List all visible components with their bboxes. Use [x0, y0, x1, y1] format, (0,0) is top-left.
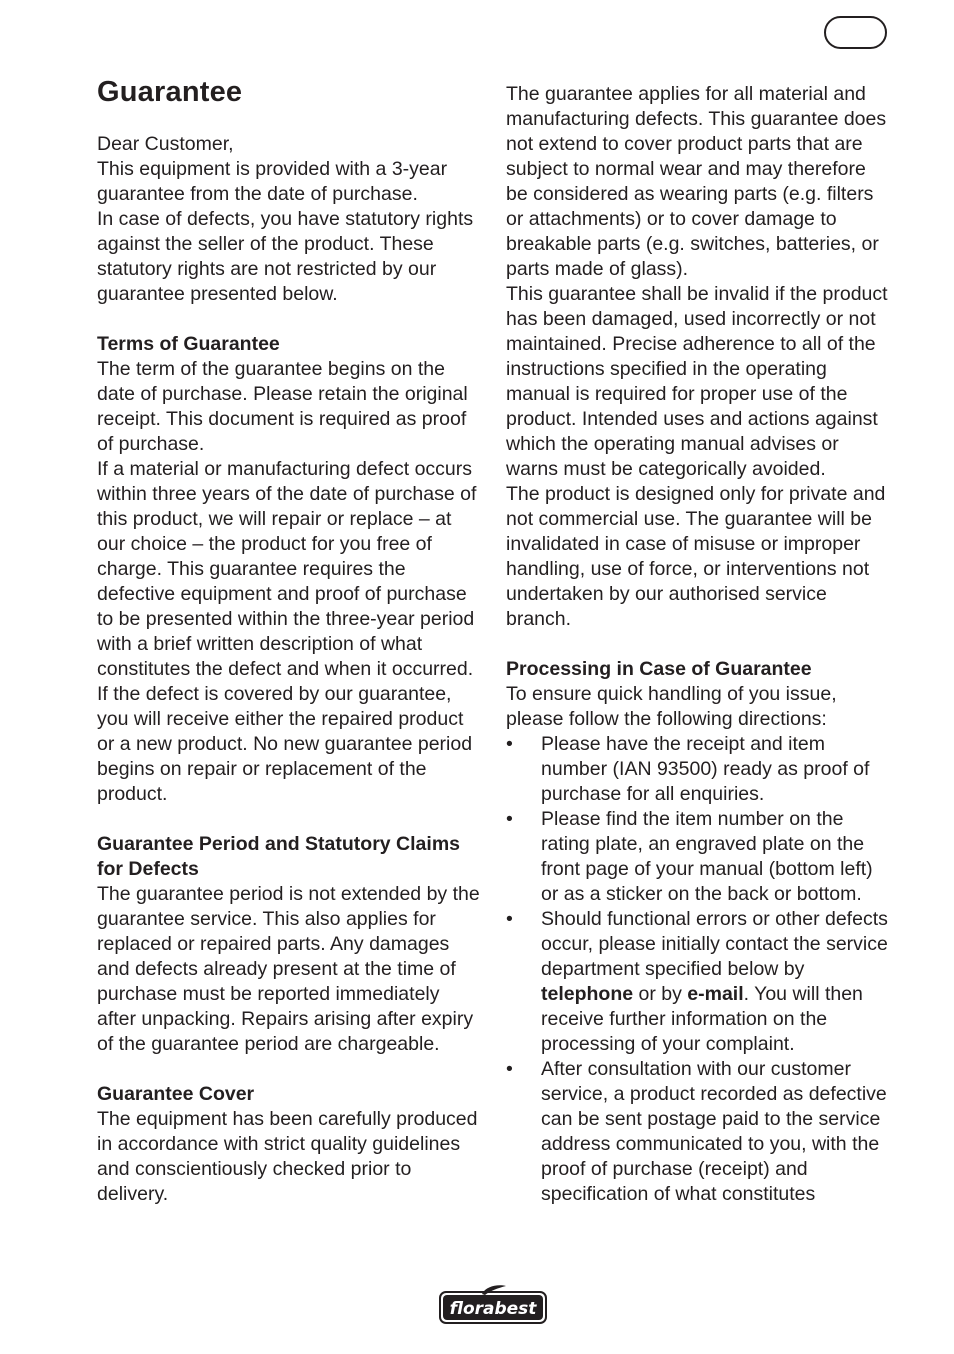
intro-paragraph: In case of defects, you have statutory rights against the seller of the product. These statutory rights are not restricted by our guarantee presented below.: [97, 208, 474, 305]
contact-text: or by: [633, 983, 688, 1005]
terms-paragraph: The term of the guarantee begins on the date of purchase. Please retain the original receipt. This document is required as proof of purchase.: [97, 358, 468, 455]
cover-paragraph: The guarantee applies for all material and manufacturing defects. This guarantee does not extend to cover product parts that are subject to normal wear and may therefore be considered as wearing parts (e.g. filters or attachments) or to cover damage to breakable parts (e.g. switches, batteries, or parts made of glass).: [506, 83, 887, 280]
contact-text: Should functional errors or other defects occur, please initially contact the service department specified below by: [541, 908, 888, 980]
left-column: [97, 132, 483, 1207]
cover-paragraph: The equipment has been carefully produced in accordance with strict quality guidelines and conscientiously checked prior to delivery.: [97, 1108, 478, 1205]
list-item: [506, 732, 890, 807]
list-item: [506, 907, 890, 1057]
list-item: [506, 1057, 890, 1207]
logo-wordmark: florabest: [449, 1299, 537, 1319]
validity-paragraph: This guarantee shall be invalid if the product has been damaged, used incorrectly or not maintained. Precise adherence to all of the instructions specified in the operating manual is required for proper use of the product. Intended uses and actions against which the operating manual advises or warns must be categorically avoided.: [506, 283, 888, 480]
period-paragraph: The guarantee period is not extended by the guarantee service. This also applies for replaced or repaired parts. Any damages and defects already present at the time of purchase must be reported immediately after unpacking. Repairs arising after expiry of the guarantee period are chargeable.: [97, 883, 480, 1055]
bullet-icon: •: [506, 1058, 513, 1080]
bullet-icon: •: [506, 733, 513, 755]
section-heading-processing: Processing in Case of Guarantee: [506, 658, 812, 680]
list-item-text: After consultation with our customer service, a product recorded as defective can be sent postage paid to the service address communicated to you, with the proof of purchase (receipt) and specification of what constitutes: [541, 1058, 887, 1205]
list-item-text: Please find the item number on the rating plate, an engraved plate on the front page of your manual (bottom left) or as a sticker on the back or bottom.: [541, 808, 873, 905]
intro-greeting: Dear Customer,: [97, 133, 234, 155]
florabest-logo: [438, 1284, 548, 1326]
section-heading-terms: Terms of Guarantee: [97, 333, 280, 355]
bullet-icon: •: [506, 908, 513, 930]
list-item: [506, 807, 890, 907]
usage-paragraph: The product is designed only for private and not commercial use. The guarantee will be invalidated in case of misuse or improper handling, use of force, or interventions not undertaken by our authorised service branch.: [506, 483, 886, 630]
processing-intro: To ensure quick handling of you issue, please follow the following directions:: [506, 683, 837, 730]
list-item-text: Please have the receipt and item number (IAN 93500) ready as proof of purchase for all enquiries.: [541, 733, 870, 805]
processing-list: [506, 732, 890, 1207]
contact-text: . You will then receive further information on the processing of your complaint.: [541, 983, 863, 1055]
email-label: e-mail: [687, 983, 744, 1005]
terms-paragraph: If a material or manufacturing defect occurs within three years of the date of purchase of this product, we will repair or replace – at our choice – the product for you free of charge. This guarantee requires the defective equipment and proof of purchase to be presented within the three-year period with a brief written description of what constitutes the defect and when it occurred.: [97, 458, 477, 680]
section-heading-cover: Guarantee Cover: [97, 1083, 255, 1105]
intro-paragraph: This equipment is provided with a 3-year guarantee from the date of purchase.: [97, 158, 448, 205]
bullet-icon: •: [506, 808, 513, 830]
telephone-label: telephone: [541, 983, 634, 1005]
list-item-text: [541, 908, 888, 1055]
page-title: Guarantee: [97, 76, 243, 108]
section-heading-period: Guarantee Period and Statutory Claims for Defects: [97, 833, 461, 880]
terms-paragraph: If the defect is covered by our guarantee, you will receive either the repaired product or a new product. No new guarantee period begins on repair or replacement of the product.: [97, 683, 473, 805]
right-column: [506, 82, 890, 1207]
language-badge: [824, 16, 887, 49]
